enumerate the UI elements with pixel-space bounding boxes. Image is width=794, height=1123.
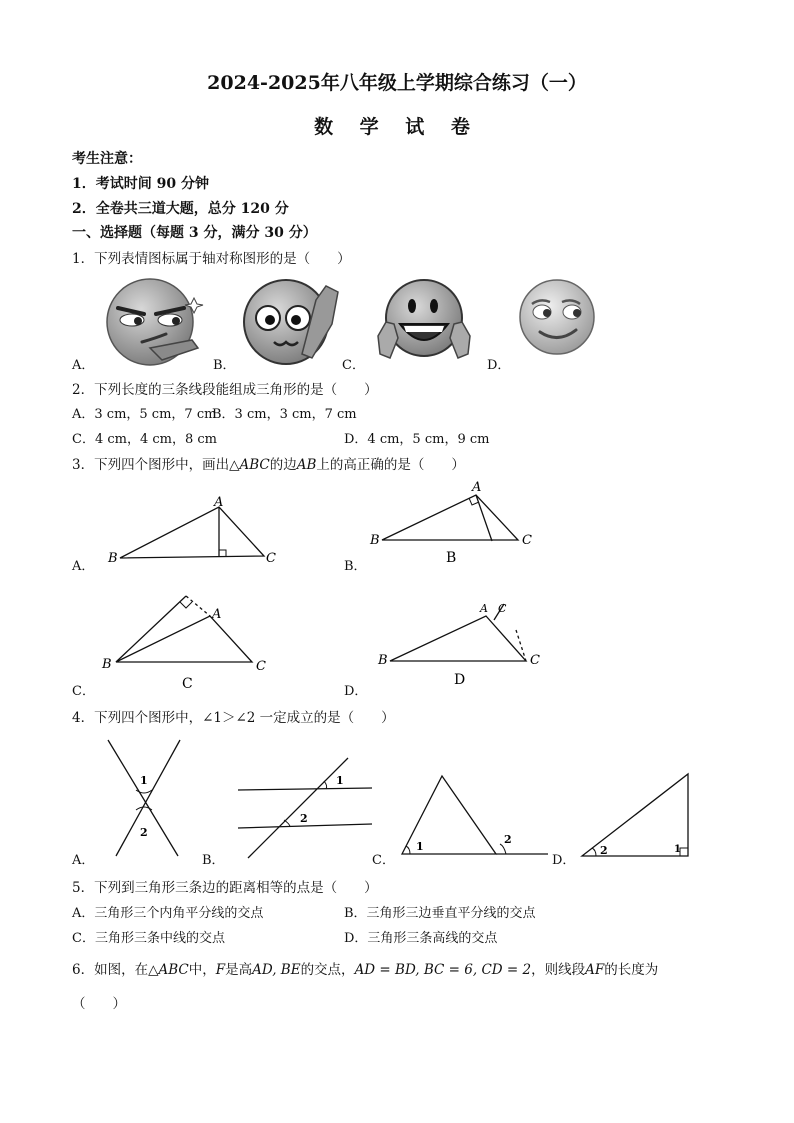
q4c-angle-1: 1 bbox=[416, 840, 424, 853]
q3-stem-side: AB bbox=[296, 457, 317, 473]
q1-label-c: C． bbox=[342, 358, 365, 373]
q6-stem bbox=[72, 958, 658, 978]
q6-triangle: ABC bbox=[158, 962, 189, 978]
q6-answer-blank: （ ） bbox=[72, 996, 126, 1012]
q3d-vertex-b: B bbox=[378, 653, 388, 668]
q3-stem-mid: 的边 bbox=[269, 457, 297, 473]
q4-label-d: D． bbox=[552, 853, 576, 868]
q3-label-d: D． bbox=[344, 684, 368, 699]
q1-emoji-b bbox=[242, 276, 342, 368]
exam-title: 2024-2025年八年级上学期综合练习（一） bbox=[207, 72, 587, 94]
q4c-angle-2: 2 bbox=[504, 833, 512, 846]
q4-label-b: B． bbox=[202, 853, 225, 868]
q2-option-d: D．4 cm，5 cm，9 cm bbox=[344, 432, 490, 447]
q4-label-a: A． bbox=[72, 853, 95, 868]
q3-label-a: A． bbox=[72, 559, 95, 574]
q1-label-a: A． bbox=[72, 358, 95, 373]
q1-stem: 1．下列表情图标属于轴对称图形的是（ ） bbox=[72, 251, 351, 267]
q3-label-c: C． bbox=[72, 684, 95, 699]
q6-pre: 6．如图，在△ bbox=[72, 962, 159, 978]
q2-option-a: A．3 cm，5 cm，7 cm bbox=[72, 407, 217, 422]
q3-stem-post: 上的高正确的是（ ） bbox=[316, 457, 465, 473]
q3a-vertex-b: B bbox=[108, 551, 118, 566]
q4d-angle-2: 2 bbox=[600, 844, 608, 857]
q6-condition: AD = BD, BC = 6, CD = 2 bbox=[354, 962, 532, 978]
q1-emoji-c bbox=[374, 276, 474, 368]
q6-point-f: F bbox=[215, 962, 226, 978]
q2-option-b: B．3 cm，3 cm，7 cm bbox=[212, 407, 357, 422]
q4b-angle-2: 2 bbox=[300, 812, 308, 825]
q4a-angle-2: 2 bbox=[140, 826, 148, 839]
q4b-angle-1: 1 bbox=[336, 774, 344, 787]
q4a-angle-1: 1 bbox=[140, 774, 148, 787]
q4-figure-b bbox=[232, 754, 378, 862]
q1-label-b: B． bbox=[213, 358, 236, 373]
q1-label-d: D． bbox=[487, 358, 511, 373]
q3c-vertex-c: C bbox=[256, 659, 266, 674]
q6-segment-af: AF bbox=[585, 962, 605, 978]
q5-option-a: A．三角形三个内角平分线的交点 bbox=[72, 906, 264, 921]
notice-item-2: 2．全卷共三道大题，总分 120 分 bbox=[72, 201, 289, 217]
q3-stem-pre: 3．下列四个图形中，画出△ bbox=[72, 457, 240, 473]
q3c-vertex-a: A bbox=[212, 607, 222, 622]
q3-figure-d bbox=[374, 600, 554, 690]
q3-stem bbox=[72, 453, 465, 473]
q3b-vertex-c: C bbox=[522, 533, 532, 548]
q3c-vertex-b: B bbox=[102, 657, 112, 672]
q3a-vertex-c: C bbox=[266, 551, 276, 566]
q4d-angle-1: 1 bbox=[674, 844, 681, 855]
notice-heading: 考生注意： bbox=[72, 151, 142, 167]
notice-item-1: 1．考试时间 90 分钟 bbox=[72, 176, 209, 192]
q3-figure-b bbox=[366, 478, 546, 570]
q5-option-d: D．三角形三条高线的交点 bbox=[344, 931, 498, 946]
q5-option-c: C．三角形三条中线的交点 bbox=[72, 931, 225, 946]
q1-emoji-a bbox=[104, 276, 204, 368]
q2-option-c: C．4 cm，4 cm，8 cm bbox=[72, 432, 217, 447]
q1-emoji-d bbox=[518, 278, 598, 358]
q3b-caption: B bbox=[446, 550, 457, 566]
q5-option-b: B．三角形三边垂直平分线的交点 bbox=[344, 906, 536, 921]
q3c-caption: C bbox=[182, 676, 193, 692]
q6-mid4: ，则线段 bbox=[531, 962, 586, 978]
q3d-vertex-a: A bbox=[480, 602, 488, 615]
q2-stem: 2．下列长度的三条线段能组成三角形的是（ ） bbox=[72, 382, 378, 398]
q3-figure-c bbox=[100, 584, 280, 694]
q6-mid1: 中， bbox=[188, 962, 216, 978]
q3b-vertex-a: A bbox=[472, 480, 482, 495]
q5-stem: 5．下列到三角形三条边的距离相等的点是（ ） bbox=[72, 880, 378, 896]
q6-post: 的长度为 bbox=[604, 962, 659, 978]
section-1-heading: 一、选择题（每题 3 分，满分 30 分） bbox=[72, 225, 317, 241]
q6-mid3: 的交点， bbox=[300, 962, 355, 978]
q3-figure-a bbox=[104, 494, 284, 570]
q3-stem-triangle: ABC bbox=[239, 457, 270, 473]
q4-figure-d bbox=[576, 768, 698, 864]
q4-figure-c bbox=[396, 770, 552, 860]
q4-figure-a bbox=[100, 738, 190, 860]
q3d-caption: D bbox=[454, 672, 466, 688]
q3a-vertex-a: A bbox=[214, 495, 224, 510]
q6-mid2: 是高 bbox=[225, 962, 253, 978]
q3b-vertex-b: B bbox=[370, 533, 380, 548]
q3d-vertex-c: C bbox=[530, 653, 540, 668]
q3-label-b: B． bbox=[344, 559, 367, 574]
q3d-label-c-top: C bbox=[498, 602, 507, 615]
q4-stem: 4．下列四个图形中，∠1＞∠2 一定成立的是（ ） bbox=[72, 710, 395, 726]
q6-heights: AD, BE bbox=[252, 962, 301, 978]
exam-subtitle: 数 学 试 卷 bbox=[314, 116, 480, 138]
q4-label-c: C． bbox=[372, 853, 395, 868]
